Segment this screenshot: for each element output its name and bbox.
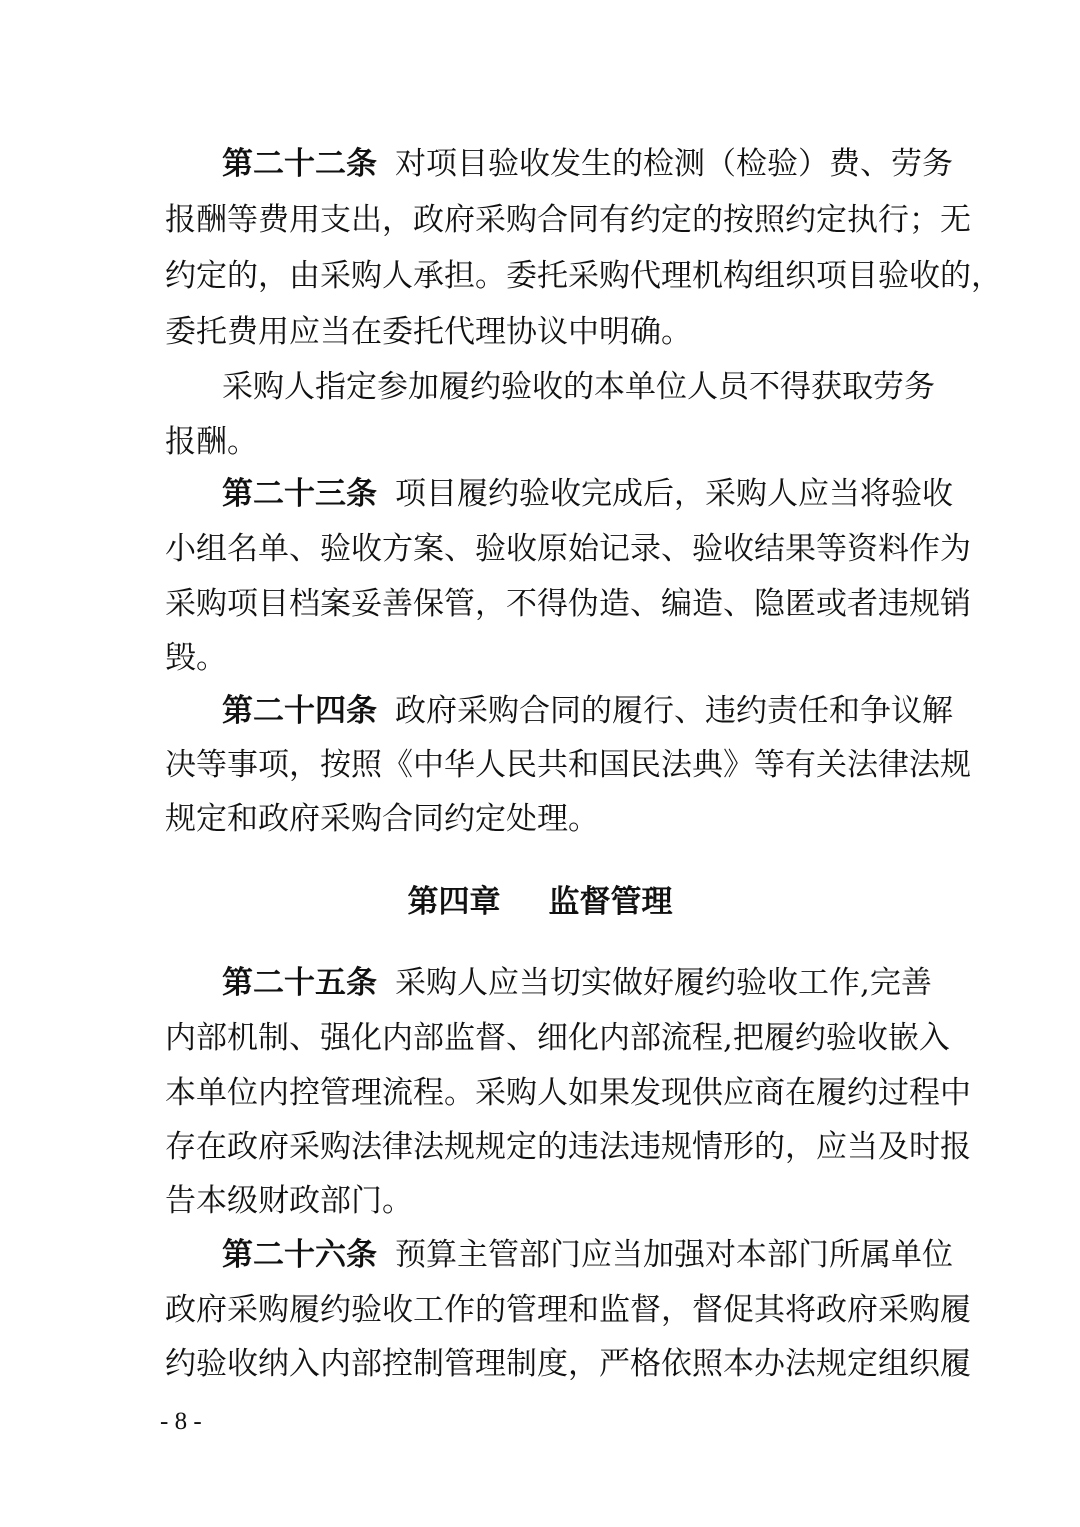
article-25-line-5: 告本级财政部门。 — [165, 1183, 413, 1219]
article-25-heading: 第二十五条 — [222, 965, 377, 1001]
article-26-line-2: 政府采购履约验收工作的管理和监督，督促其将政府采购履 — [165, 1292, 971, 1328]
article-23-heading: 第二十三条 — [222, 476, 377, 512]
article-23-line-1 — [222, 474, 953, 514]
article-25-line-2: 内部机制、强化内部监督、细化内部流程,把履约验收嵌入 — [165, 1020, 950, 1056]
chapter-title: 监督管理 — [548, 884, 673, 920]
article-24-heading: 第二十四条 — [222, 693, 377, 729]
article-22-text: 对项目验收发生的检测（检验）费、劳务 — [395, 146, 953, 182]
article-26-heading: 第二十六条 — [222, 1237, 377, 1273]
article-22-line-1 — [222, 144, 953, 184]
article-26-line-3: 约验收纳入内部控制管理制度，严格依照本办法规定组织履 — [165, 1346, 971, 1382]
article-26-line-1 — [222, 1235, 953, 1275]
article-22-para-2-line-2: 报酬。 — [165, 424, 258, 460]
article-25-text: 采购人应当切实做好履约验收工作,完善 — [395, 965, 932, 1001]
page-number: - 8 - — [160, 1408, 202, 1435]
article-22-line-3: 约定的，由采购人承担。委托采购代理机构组织项目验收的， — [165, 258, 1002, 294]
article-26-text: 预算主管部门应当加强对本部门所属单位 — [395, 1237, 953, 1273]
article-24-line-2: 决等事项，按照《中华人民共和国民法典》等有关法律法规 — [165, 747, 971, 783]
chapter-heading — [0, 880, 1080, 924]
article-24-line-3: 规定和政府采购合同约定处理。 — [165, 801, 599, 837]
article-23-line-4: 毁。 — [165, 640, 227, 676]
article-22-line-4: 委托费用应当在委托代理协议中明确。 — [165, 314, 692, 350]
article-22-para-2-line-1: 采购人指定参加履约验收的本单位人员不得获取劳务 — [222, 369, 935, 405]
article-22-heading: 第二十二条 — [222, 146, 377, 182]
article-24-line-1 — [222, 691, 953, 731]
article-25-line-3: 本单位内控管理流程。采购人如果发现供应商在履约过程中 — [165, 1075, 971, 1111]
article-22-line-2: 报酬等费用支出，政府采购合同有约定的按照约定执行；无 — [165, 202, 971, 238]
article-23-line-3: 采购项目档案妥善保管，不得伪造、编造、隐匿或者违规销 — [165, 586, 971, 622]
article-25-line-4: 存在政府采购法律法规规定的违法违规情形的，应当及时报 — [165, 1129, 971, 1165]
article-24-text: 政府采购合同的履行、违约责任和争议解 — [395, 693, 953, 729]
article-23-text: 项目履约验收完成后，采购人应当将验收 — [395, 476, 953, 512]
chapter-number: 第四章 — [407, 884, 501, 920]
article-23-line-2: 小组名单、验收方案、验收原始记录、验收结果等资料作为 — [165, 531, 971, 567]
article-25-line-1 — [222, 963, 932, 1003]
